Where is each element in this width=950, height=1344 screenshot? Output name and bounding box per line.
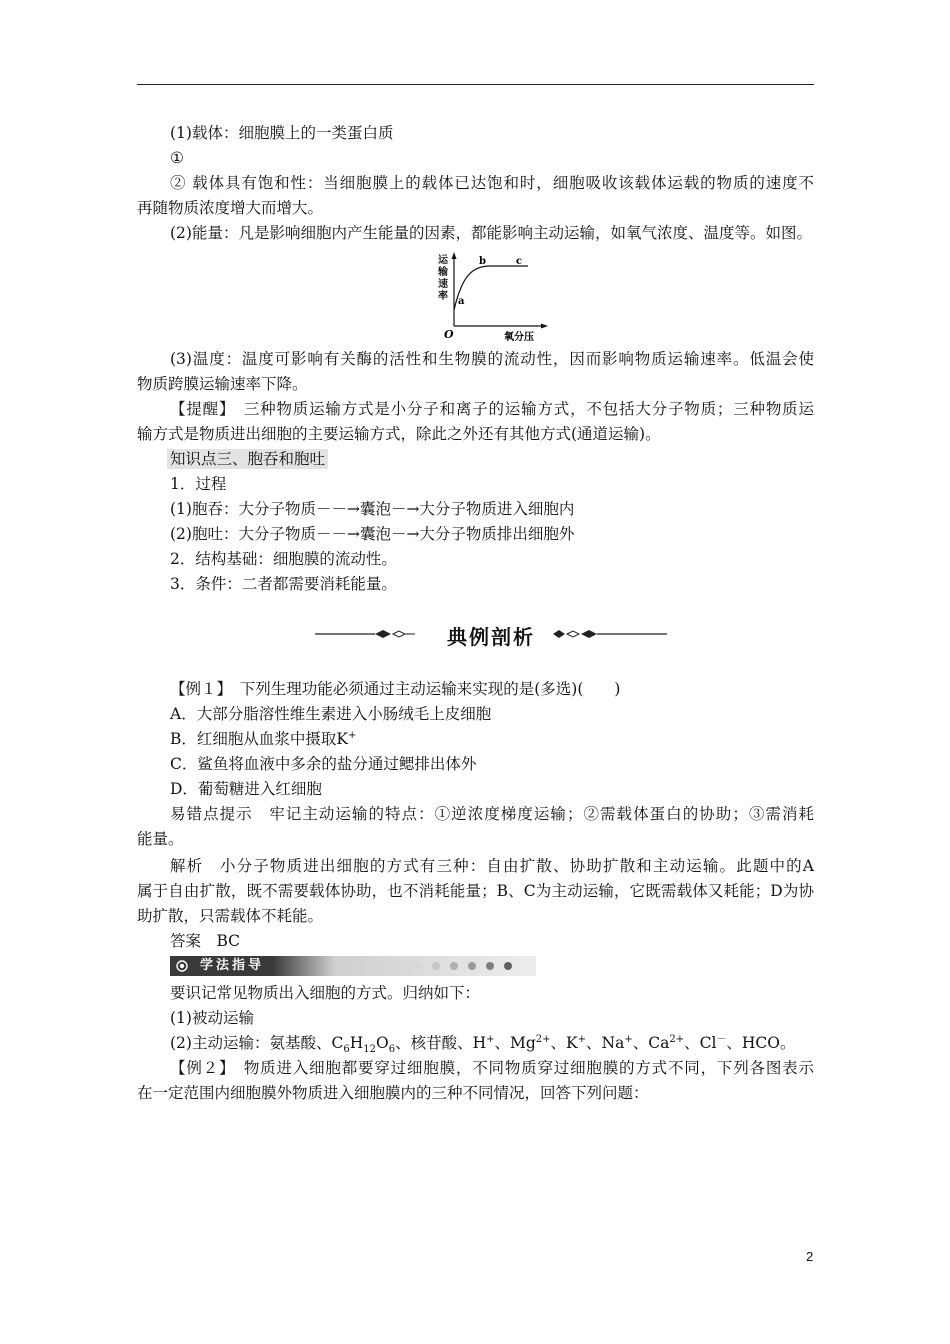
option-b <box>170 729 356 749</box>
text-endocytosis: (1)胞吞：大分子物质－－→囊泡－→大分子物质进入细胞内 <box>170 500 575 518</box>
sub-h12: 12 <box>363 1044 376 1056</box>
study-guide-intro: 要识记常见物质出入细胞的方式。归纳如下： <box>170 984 481 1002</box>
point-b-label: b <box>479 256 486 267</box>
text-cl: 、Cl <box>684 1034 717 1052</box>
section-title: 典例剖析 <box>447 625 535 649</box>
x-axis-label: 氧分压 <box>504 332 534 342</box>
text-reminder-1: 【提醒】 三种物质运输方式是小分子和离子的运输方式，不包括大分子物质；三种物质运 <box>170 400 814 418</box>
example-1-question: 【例１】 下列生理功能必须通过主动运输来实现的是(多选)( ) <box>170 680 621 698</box>
sup-h: + <box>486 1033 495 1045</box>
active-transport <box>170 1033 796 1056</box>
sub-c6: 6 <box>343 1044 350 1056</box>
error-hint-1: 易错点提示 牢记主动运输的特点：①逆浓度梯度运输；②需载体蛋白的协助；③需消耗 <box>170 805 814 823</box>
header-rule <box>137 84 814 85</box>
text-saturation-2: 再随物质浓度增大而增大。 <box>137 199 324 217</box>
y-label-char-3: 速 <box>438 279 448 290</box>
option-a: A．大部分脂溶性维生素进入小肠绒毛上皮细胞 <box>170 705 492 723</box>
y-label-char-4: 率 <box>438 291 448 302</box>
text-hco: 、HCO。 <box>726 1034 796 1052</box>
sup-mg: 2+ <box>535 1033 551 1045</box>
y-axis-arrow <box>452 252 457 259</box>
example-2-question-1: 【例２】 物质进入细胞都要穿过细胞膜，不同物质穿过细胞膜的方式不同，下列各图表示 <box>170 1059 814 1077</box>
option-c: C．鲨鱼将血液中多余的盐分通过鳃排出体外 <box>170 755 477 773</box>
text-process: 1．过程 <box>170 475 227 493</box>
text-k: 、K <box>550 1034 578 1052</box>
answer: 答案 BC <box>170 932 241 950</box>
text-h: H <box>349 1034 364 1052</box>
text-o: O <box>375 1034 389 1052</box>
sup-cl: － <box>716 1033 727 1045</box>
origin-label: O <box>444 328 454 341</box>
rate-curve <box>454 266 528 310</box>
option-b-text: B．红细胞从血浆中摄取K <box>170 730 348 748</box>
text-reminder-2: 输方式是物质进出细胞的主要运输方式，除此之外还有其他方式(通道运输)。 <box>137 425 661 443</box>
option-d: D．葡萄糖进入红细胞 <box>170 780 322 798</box>
analysis-2: 属于自由扩散，既不需要载体协助，也不消耗能量；B、C为主动运输，它既需载体又耗能；D为协 <box>137 882 814 900</box>
sup-na: + <box>624 1033 633 1045</box>
point-a-label: a <box>458 296 465 307</box>
x-axis-arrow <box>541 324 548 329</box>
sup-k: + <box>577 1033 587 1045</box>
text-condition: 3．条件：二者都需要消耗能量。 <box>170 575 397 593</box>
text-circle-1: ① <box>170 149 184 167</box>
text-structural-basis: 2．结构基础：细胞膜的流动性。 <box>170 550 397 568</box>
option-b-sup: + <box>347 729 357 741</box>
error-hint-2: 能量。 <box>137 830 184 848</box>
text-na: 、Na <box>586 1034 625 1052</box>
page-number: 2 <box>806 1249 814 1264</box>
y-label-char-2: 输 <box>438 267 448 278</box>
text-nucleotide-h: 、核苷酸、H <box>395 1034 487 1052</box>
y-axis-label <box>437 253 449 302</box>
y-label-char-1: 运 <box>438 255 448 266</box>
knowledge-point-3-label: 知识点三、胞吞和胞吐 <box>167 449 328 469</box>
passive-transport: (1)被动运输 <box>170 1009 254 1027</box>
analysis-3: 助扩散，只需载体不耗能。 <box>137 907 324 925</box>
text-temperature-1: (3)温度：温度可影响有关酶的活性和生物膜的流动性，因而影响物质运输速率。低温会使 <box>170 350 814 368</box>
oxygen-rate-chart <box>432 250 552 342</box>
text-carrier: (1)载体：细胞膜上的一类蛋白质 <box>170 124 394 142</box>
knowledge-point-3-heading <box>167 449 328 469</box>
text-temperature-2: 物质跨膜运输速率下降。 <box>137 375 308 393</box>
text-ca: 、Ca <box>632 1034 670 1052</box>
section-banner <box>315 619 667 651</box>
text-exocytosis: (2)胞吐：大分子物质－－→囊泡－→大分子物质排出细胞外 <box>170 525 575 543</box>
sub-o6: 6 <box>388 1044 396 1056</box>
text-saturation-1: ② 载体具有饱和性：当细胞膜上的载体已达饱和时，细胞吸收该载体运载的物质的速度不 <box>170 174 814 192</box>
sup-ca: 2+ <box>669 1033 685 1045</box>
point-c-label: c <box>516 256 523 267</box>
text-mg: 、Mg <box>494 1034 536 1052</box>
active-transport-text: (2)主动运输：氨基酸、C <box>170 1034 344 1052</box>
example-2-question-2: 在一定范围内细胞膜外物质进入细胞膜内的三种不同情况，回答下列问题： <box>137 1084 649 1102</box>
text-energy: (2)能量：凡是影响细胞内产生能量的因素，都能影响主动运输，如氧气浓度、温度等。如图。 <box>170 224 812 242</box>
study-guide-label: 学法指导 <box>200 958 265 973</box>
analysis-1: 解析 小分子物质进出细胞的方式有三种：自由扩散、协助扩散和主动运输。此题中的A <box>170 857 814 875</box>
study-guide-bar <box>170 956 536 976</box>
